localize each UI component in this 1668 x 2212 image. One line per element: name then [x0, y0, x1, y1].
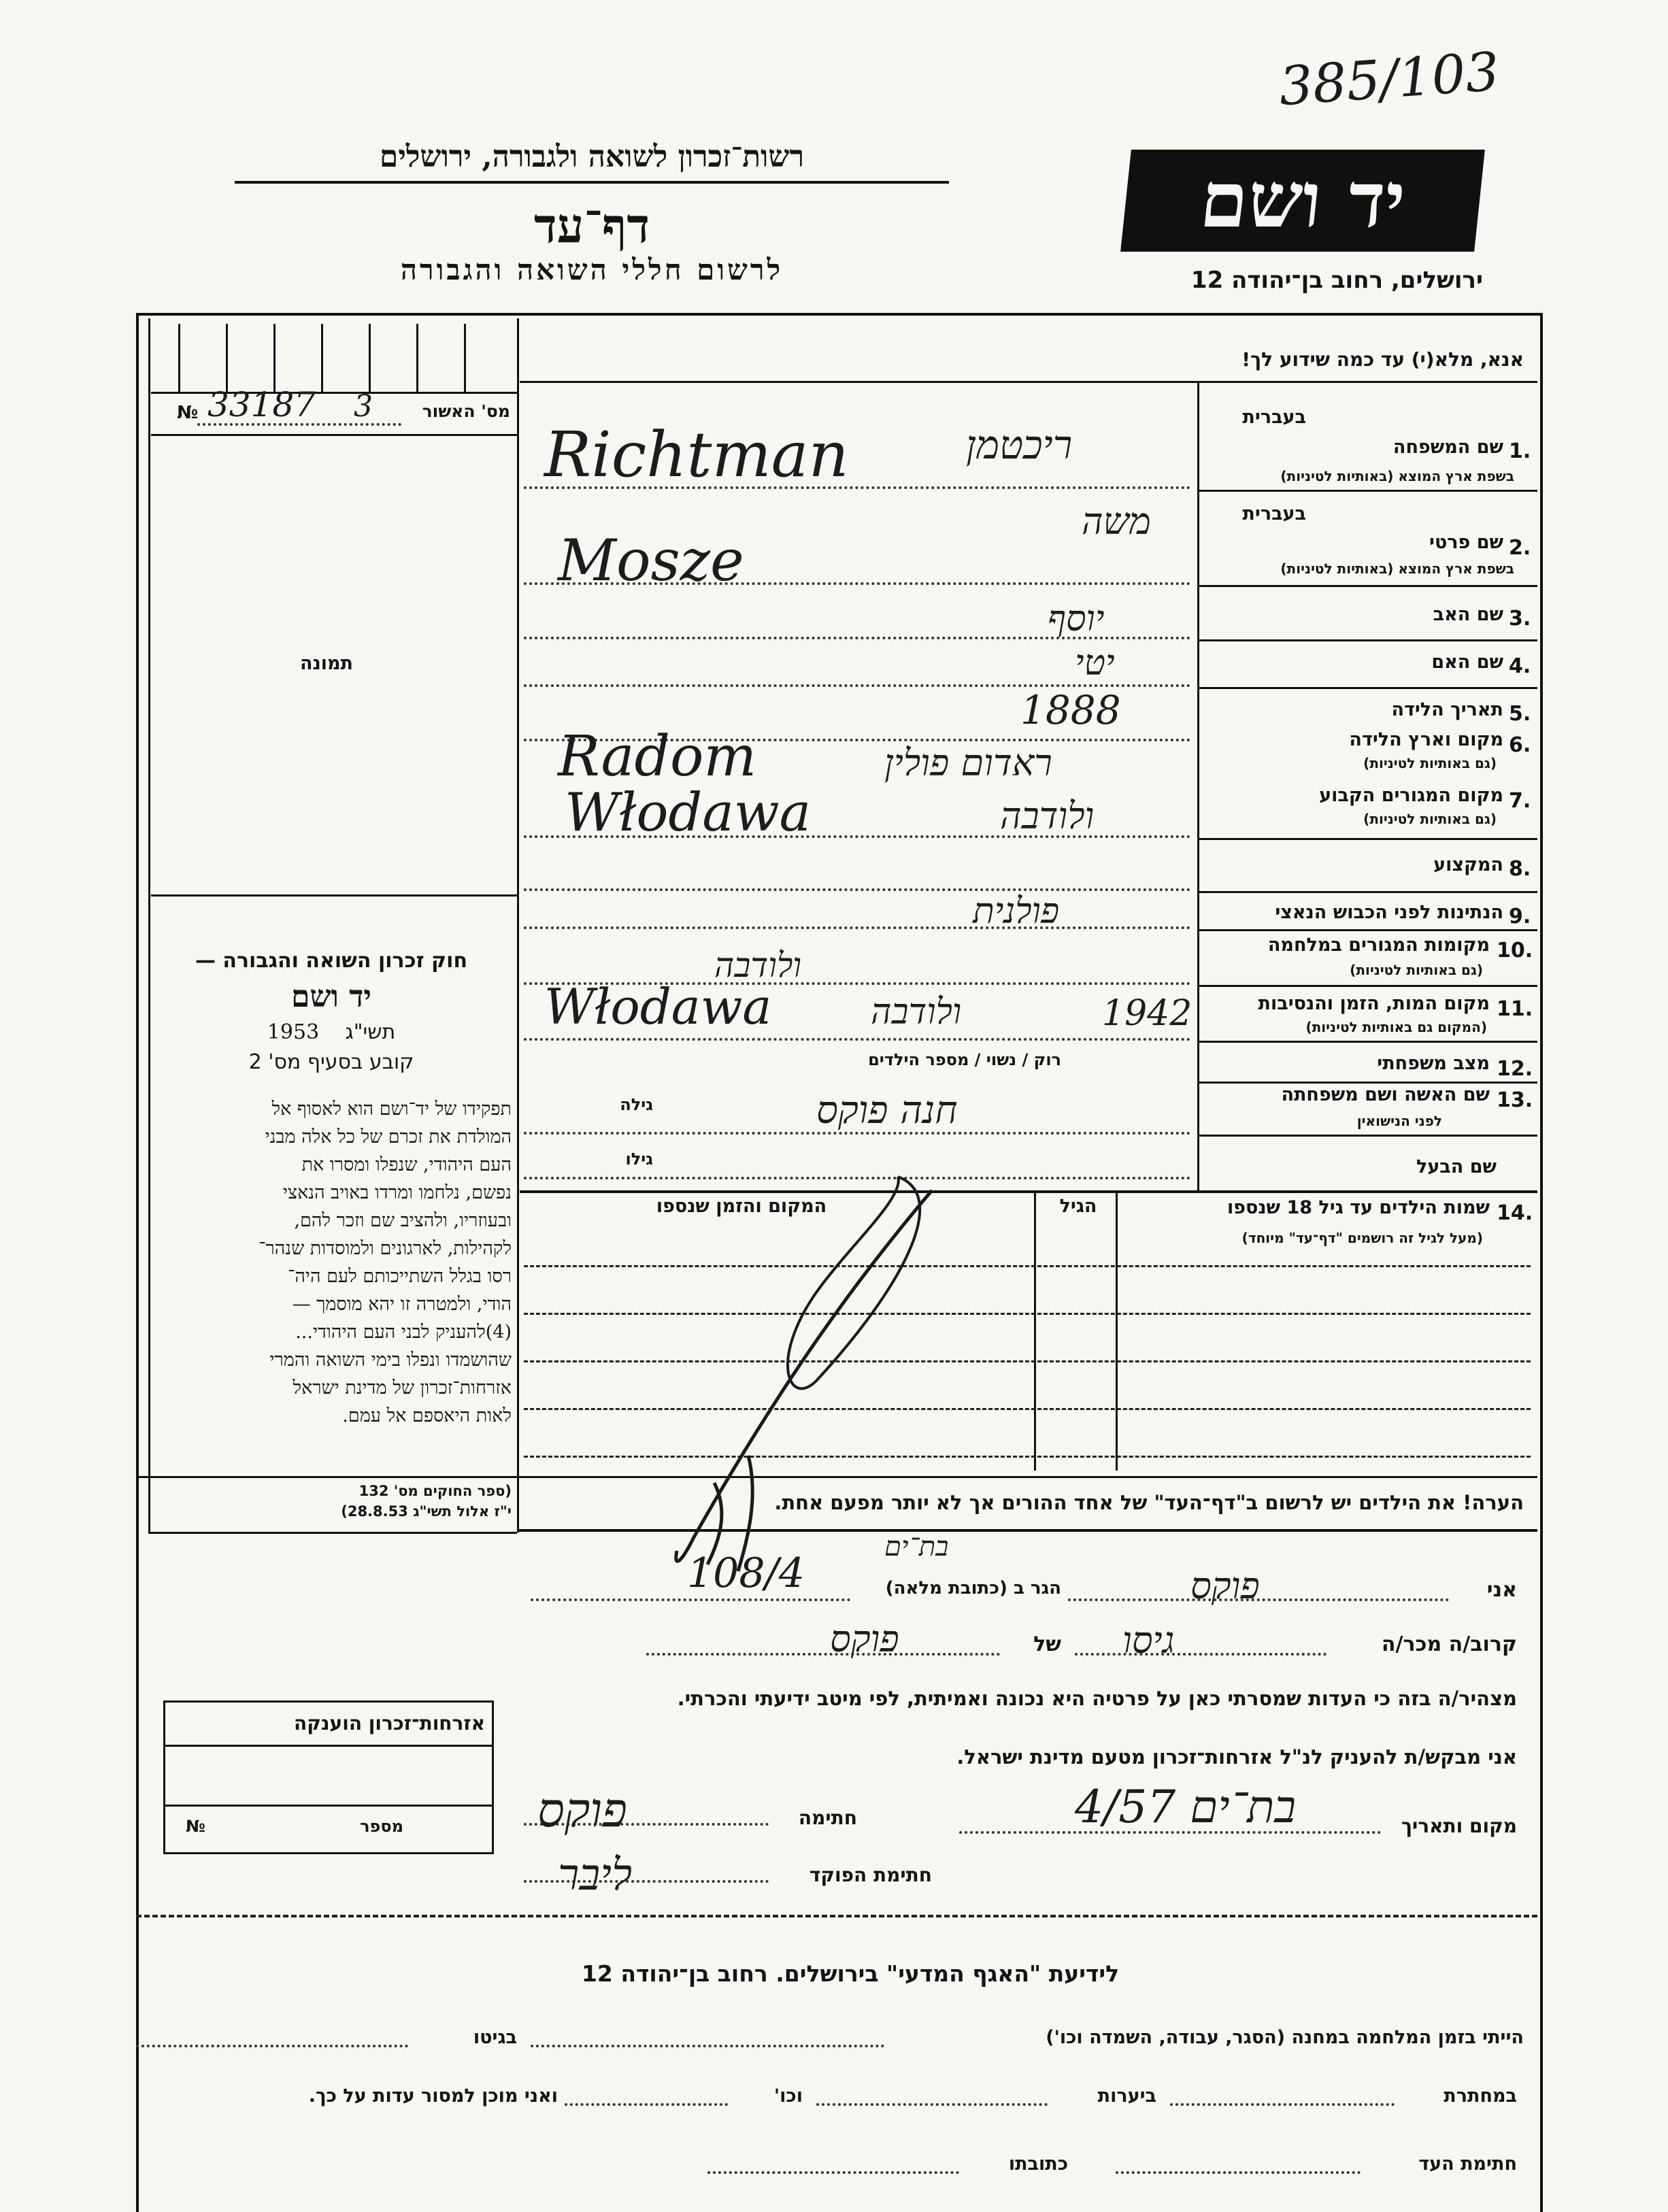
page-subtitle: לרשום חללי השואה והגבורה: [400, 253, 784, 286]
row-line: [1197, 1041, 1537, 1043]
field-number-8: 8.: [1509, 857, 1531, 881]
decl-officer-signature: חתימת הפוקד: [809, 1864, 932, 1886]
footer-ghetto: בגיטו: [473, 2027, 517, 2048]
field-label-war-residence: מקומות המגורים במלחמה: [1267, 935, 1490, 956]
marital-options: רוק / נשוי / מספר הילדים: [868, 1050, 1061, 1069]
field-number-5: 5.: [1509, 702, 1531, 726]
hw-nationality: פולנית: [973, 891, 1060, 932]
footer-etc-line: [565, 2103, 728, 2106]
hw-residence-latin: Włodawa: [565, 782, 812, 843]
citizenship-bottom-line: [165, 1805, 492, 1807]
field-number-1: 1.: [1509, 439, 1531, 463]
footer-address-line: [707, 2171, 959, 2174]
decl-relative-line: [1075, 1653, 1327, 1656]
footer-forests-line: [816, 2103, 1048, 2106]
photo-label: תמונה: [299, 653, 354, 674]
decl-resides: הגר ב (כתובת מלאה): [885, 1578, 1061, 1598]
law-year: [151, 1020, 512, 1044]
hw-birth-place-latin: Radom: [558, 724, 757, 789]
footer-underground: במחתרת: [1444, 2085, 1517, 2107]
field-label-birthdate: תאריך הלידה: [1391, 699, 1503, 720]
citizenship-number-label: מספר: [360, 1817, 403, 1836]
field-sub-war-residence: (גם באותיות לטיניות): [1350, 962, 1483, 978]
children-col-divider: [1116, 1192, 1118, 1471]
hw-signature: פוקס: [537, 1782, 627, 1838]
husband-label: שם הבעל: [1416, 1156, 1497, 1177]
law-line: נפשם, נלחמו ומרדו באויב הנאצי: [282, 1182, 512, 1203]
hebrew-tag-1: בעברית: [1242, 407, 1306, 428]
left-column-bottom: [148, 1532, 517, 1534]
law-title: חוק זכרון השואה והגבורה —: [195, 949, 468, 973]
field-sub-wife: לפני הנישואין: [1356, 1113, 1442, 1129]
law-year-number: 1953: [267, 1020, 320, 1044]
citizenship-title-line: [165, 1745, 492, 1747]
hw-place-date: בת־ים 4/57: [1075, 1781, 1297, 1833]
registration-bottom-line: [151, 434, 517, 436]
hw-firstname-latin: Mosze: [558, 527, 744, 594]
row-line: [1197, 985, 1537, 987]
decl-relative: קרוב/ה מכר/ה: [1381, 1632, 1517, 1656]
hw-officer-signature: ליבר: [558, 1850, 632, 1900]
hw-mother: יטי: [1075, 643, 1115, 684]
row-line: [1197, 929, 1537, 931]
hw-death-year: 1942: [1102, 993, 1192, 1034]
row-line: [1197, 891, 1537, 893]
hw-birth-year: 1888: [1020, 687, 1121, 733]
left-column-divider: [517, 318, 519, 1532]
field-label-birthplace: מקום וארץ הלידה: [1349, 729, 1503, 750]
row-line: [1197, 639, 1537, 641]
law-reference-1: (ספר החוקים מס' 132: [358, 1483, 512, 1499]
law-line: המולדת את זכרם של כל אלה מבני: [265, 1126, 512, 1147]
decl-ani: אני: [1486, 1578, 1517, 1602]
registration-mark: №: [177, 403, 199, 423]
children-sub: (מעל לגיל זה רושמים "דף־עד" מיוחד): [1241, 1230, 1483, 1246]
law-line: הודי, ולמטרה זו יהא מוסמך —: [292, 1294, 512, 1315]
field-number-4: 4.: [1509, 654, 1531, 678]
field-label-surname: שם המשפחה: [1392, 437, 1503, 458]
field-number-11: 11.: [1497, 997, 1533, 1021]
org-line: רשות־זכרון לשואה ולגבורה, ירושלים: [235, 139, 949, 184]
age-label-husband: גילו: [625, 1150, 653, 1169]
logo-text: יד ושם: [1196, 156, 1410, 245]
left-inner-border: [148, 318, 150, 1532]
field-label-residence: מקום המגורים הקבוע: [1319, 785, 1503, 806]
hw-firstname-hebrew: משה: [1082, 500, 1151, 543]
age-label-wife: גילה: [620, 1095, 653, 1114]
footer-witness-line: [1116, 2171, 1361, 2174]
row-line: [1197, 1082, 1537, 1084]
decl-place-date: מקום ותאריך: [1401, 1815, 1517, 1837]
hw-surname-latin: Richtman: [544, 418, 849, 491]
children-label: שמות הילדים עד גיל 18 שנספו: [1227, 1197, 1490, 1218]
field-sub-birthplace: (גם באותיות לטיניות): [1363, 755, 1497, 771]
hw-witness-city: בת־ים: [884, 1531, 949, 1562]
law-line: אזרחות־זכרון של מדינת ישראל: [293, 1377, 512, 1398]
footer-camp-line: [531, 2045, 884, 2047]
decl-signature: חתימה: [798, 1807, 857, 1829]
address: ירושלים, רחוב בן־יהודה 12: [1190, 267, 1483, 294]
children-col-divider: [1034, 1192, 1036, 1471]
hw-war-place: ולודבה: [714, 945, 802, 985]
field-number-6: 6.: [1509, 733, 1531, 757]
field-label-death: מקום המות, הזמן והנסיבות: [1258, 993, 1490, 1014]
entry-line: [524, 926, 1190, 929]
citizenship-title: אזרחות־זכרון הוענקה: [294, 1712, 485, 1735]
footer-underground-line: [1170, 2103, 1395, 2106]
footer-ghetto-line: [136, 2045, 408, 2047]
footer-camp: הייתי בזמן המלחמה במחנה (הסגר, עבודה, השמדה וכו'): [1046, 2027, 1524, 2048]
field-number-12: 12.: [1497, 1057, 1533, 1081]
instruction-line: [520, 381, 1537, 383]
law-line: העם היהודי, שנפלו ומסרו את: [301, 1154, 512, 1175]
hw-relation: גיסו: [1122, 1619, 1175, 1662]
footer-forests: ביערות: [1097, 2085, 1156, 2107]
field-sub-residence: (גם באותיות לטיניות): [1363, 811, 1497, 827]
citizenship-box: [163, 1700, 494, 1854]
decl-request: אני מבקש/ת להעניק לנ"ל אזרחות־זכרון מטעם מדינת ישראל.: [956, 1745, 1517, 1769]
law-line: לקהילות, לארגונים ולמוסדות שנהר־: [258, 1238, 512, 1259]
page-title: דף־עד: [533, 197, 650, 254]
hw-surname-hebrew: ריכטמן: [966, 422, 1073, 468]
children-col-place: המקום והזמן שנספו: [656, 1196, 827, 1217]
registration-label: מס' האשור: [422, 401, 510, 421]
hw-death-hebrew: ולודבה: [871, 992, 962, 1033]
law-year-hebrew: תשי"ג: [345, 1020, 396, 1044]
hw-wife: חנה פוקס: [816, 1088, 958, 1133]
hw-of-whom: פוקס: [830, 1618, 899, 1660]
hw-witness-name: פוקס: [1190, 1564, 1260, 1607]
law-line: שהושמדו ונפלו בימי השואה והמרי: [269, 1350, 512, 1371]
children-col-age: הגיל: [1059, 1196, 1097, 1217]
field-number-10: 10.: [1497, 939, 1533, 962]
footer-witness-signature: חתימת העד: [1418, 2154, 1517, 2175]
law-section: קובע בסעיף מס' 2: [248, 1050, 414, 1074]
law-line: רסו בגלל השתייכותם לעם היה־: [288, 1266, 512, 1287]
hebrew-tag-2: בעברית: [1242, 503, 1306, 524]
field-number-13: 13.: [1497, 1088, 1533, 1112]
field-label-firstname: שם פרטי: [1429, 532, 1503, 553]
law-line: (4)להעניק לבני העם היהודי...: [295, 1322, 512, 1343]
instruction: אנא, מלא(י) עד כמה שידוע לך!: [1241, 348, 1524, 371]
row-line: [1197, 585, 1537, 587]
row-line: [1197, 687, 1537, 689]
footer-address: כתובתו: [1008, 2154, 1068, 2175]
decl-of: של: [1033, 1632, 1061, 1656]
field-number-2: 2.: [1509, 536, 1531, 560]
decl-statement: מצהיר/ה בזה כי העדות שמסרתי כאן על פרטיה היא נכונה ואמיתית, לפי מיטב ידיעתי והכרתי.: [677, 1687, 1517, 1710]
note-text: הערה! את הילדים יש לרשום ב"דף־העד" של אחד ההורים אך לא יותר מפעם אחת.: [774, 1491, 1524, 1514]
law-name: יד ושם: [291, 979, 371, 1014]
footer-heading: לידיעת "האגף המדעי" בירושלים. רחוב בן־יהודה 12: [581, 1960, 1120, 1987]
row-line: [1197, 490, 1537, 492]
field-label-marital: מצב משפחתי: [1377, 1053, 1490, 1074]
registration-line: [197, 423, 401, 426]
field-sub-firstname: בשפת ארץ המוצא (באותיות לטיניות): [1280, 560, 1514, 577]
field-sub-surname: בשפת ארץ המוצא (באותיות לטיניות): [1280, 468, 1514, 484]
registration-number: 33187: [207, 385, 316, 424]
photo-bottom-line: [151, 894, 517, 896]
field-number-7: 7.: [1509, 789, 1531, 813]
field-number-3: 3.: [1509, 607, 1531, 631]
hw-witness-address: 108/4: [687, 1549, 805, 1597]
law-body: [151, 1095, 512, 1430]
decl-of-line: [646, 1653, 1000, 1656]
law-reference-2: י"ז אלול תשי"ג 28.8.53): [341, 1503, 512, 1520]
field-label-occupation: המקצוע: [1433, 854, 1503, 875]
entry-line: [524, 1038, 1190, 1041]
footer-willing: ואני מוכן למסור עדות על כך.: [308, 2085, 558, 2107]
field-label-nationality: הנתינות לפני הכבוש הנאצי: [1275, 902, 1503, 923]
hw-birth-place-hebrew: ראדום פולין: [884, 741, 1052, 784]
yad-vashem-logo: [1120, 150, 1485, 252]
hw-death-latin: Włodawa: [544, 978, 772, 1035]
law-line: תפקידו של יד־ושם הוא לאסוף אל: [271, 1099, 512, 1120]
children-number: 14.: [1497, 1201, 1533, 1225]
row-line: [1197, 1135, 1537, 1137]
law-line: ובעוזריו, ולהציב שם וזכר להם,: [294, 1210, 512, 1231]
field-label-father: שם האב: [1433, 604, 1503, 625]
label-column-divider: [1197, 382, 1199, 1192]
citizenship-mark: №: [186, 1817, 205, 1836]
registration-top-line: [151, 392, 517, 394]
field-label-wife: שם האשה ושם משפחתה: [1281, 1084, 1490, 1105]
law-line: לאות היאספם אל עמם.: [342, 1405, 512, 1426]
hw-father: יוסף: [1048, 599, 1105, 639]
row-line: [1197, 838, 1537, 840]
decl-address-line: [531, 1598, 850, 1601]
entry-line: [524, 888, 1190, 891]
registration-boxes: [151, 324, 517, 392]
footer-etc: וכו': [773, 2085, 803, 2107]
field-number-9: 9.: [1509, 905, 1531, 928]
hw-residence-hebrew: ולודבה: [1000, 794, 1095, 837]
registration-suffix: 3: [354, 389, 373, 424]
field-label-mother: שם האם: [1431, 652, 1503, 673]
file-number: 385/103: [1277, 41, 1501, 118]
field-sub-death: (המקום גם באותיות לטיניות): [1305, 1019, 1487, 1035]
footer-divider: [136, 1915, 1537, 1917]
hw-cancel-stroke: [612, 1156, 1020, 1578]
